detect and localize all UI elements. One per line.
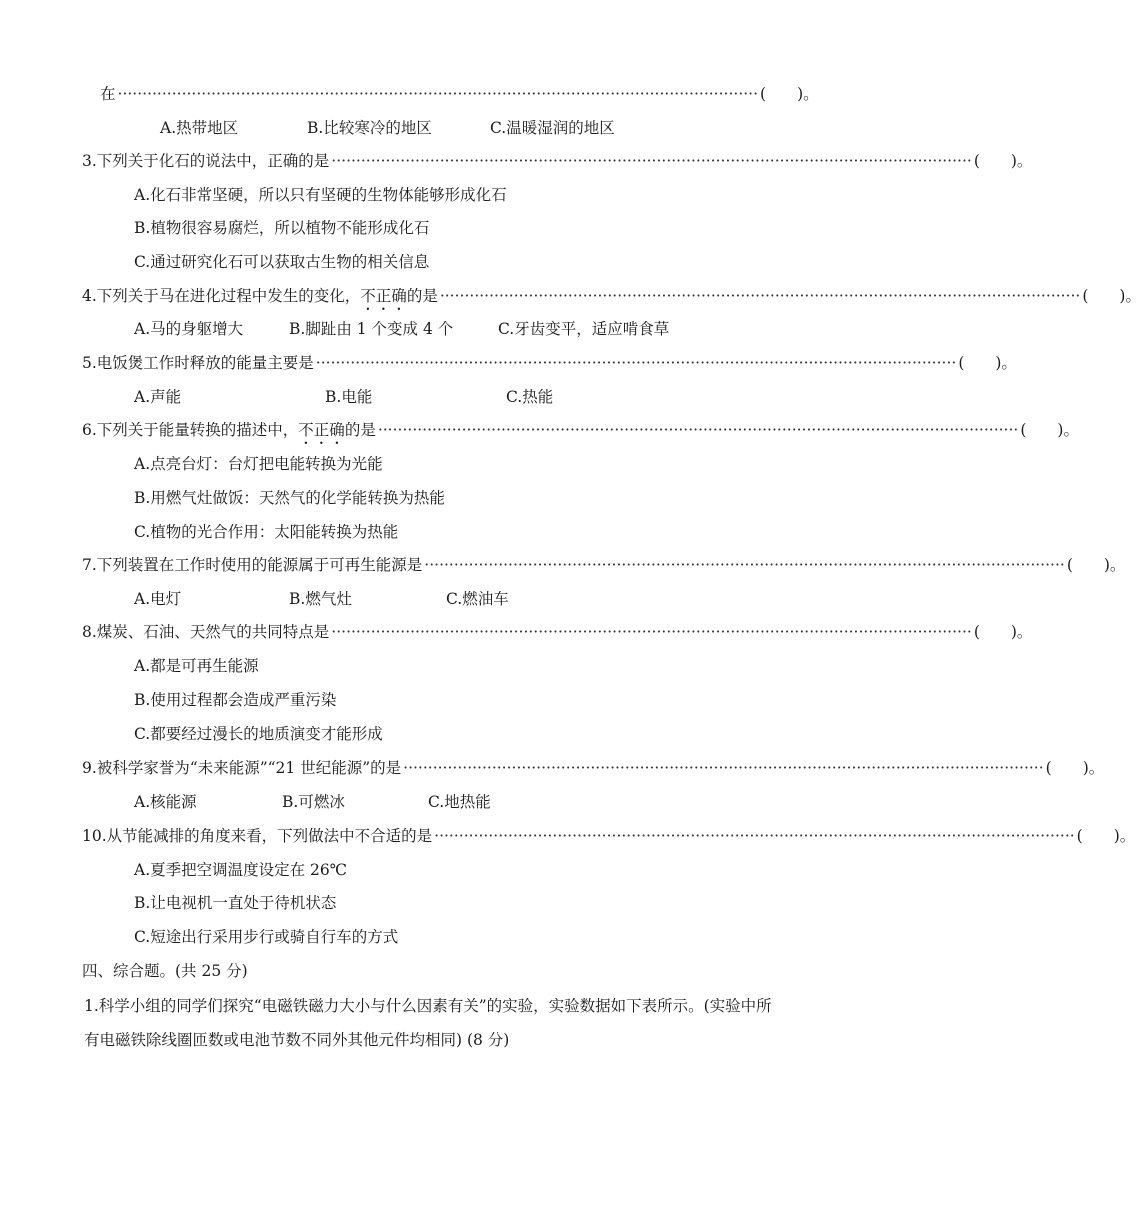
q8-stem-line: [82, 621, 1033, 643]
option-a[interactable]: A.声能: [134, 388, 182, 406]
q4-stem-emphasis: 不正确: [360, 287, 407, 305]
option-a[interactable]: A.夏季把空调温度设定在 26℃: [134, 861, 348, 879]
option-b[interactable]: B.使用过程都会造成严重污染: [134, 691, 337, 709]
leader-dots: ··································································································································: [315, 354, 957, 372]
option-c[interactable]: C.植物的光合作用：太阳能转换为热能: [134, 523, 399, 541]
q7-stem: 7.下列装置在工作时使用的能源属于可再生能源是: [82, 556, 423, 574]
leader-dots: ··································································································································: [403, 759, 1044, 777]
option-a[interactable]: A.化石非常坚硬，所以只有坚硬的生物体能够形成化石: [134, 186, 507, 204]
q6-stem-line: [82, 419, 1079, 448]
q9-stem-line: [82, 757, 1105, 779]
q7-stem-line: [82, 554, 1126, 576]
answer-blank[interactable]: ( )。: [973, 623, 1033, 641]
q4-stem-post: 的是: [406, 287, 438, 305]
option-b[interactable]: B.可燃冰: [282, 793, 345, 811]
option-b[interactable]: B.让电视机一直处于待机状态: [134, 894, 337, 912]
answer-blank[interactable]: ( )。: [760, 85, 819, 103]
answer-blank[interactable]: ( )。: [1020, 421, 1079, 439]
section-heading: 四、综合题。(共 25 分): [82, 962, 248, 980]
leader-dots: ··································································································································: [434, 827, 1075, 845]
q5-stem: 5.电饭煲工作时释放的能量主要是: [82, 354, 314, 372]
option-a[interactable]: A.热带地区: [160, 119, 239, 137]
q4-stem-pre: 4.下列关于马在进化过程中发生的变化，: [82, 287, 361, 305]
q8-stem: 8.煤炭、石油、天然气的共同特点是: [82, 623, 330, 641]
q9-stem: 9.被科学家誉为“未来能源”“21 世纪能源”的是: [82, 759, 402, 777]
q6-stem-pre: 6.下列关于能量转换的描述中，: [82, 421, 299, 439]
q6-stem: [82, 419, 376, 448]
option-c[interactable]: C.燃油车: [446, 590, 509, 608]
q10-stem-line: [82, 825, 1136, 847]
option-c[interactable]: C.通过研究化石可以获取古生物的相关信息: [134, 253, 430, 271]
answer-blank[interactable]: ( )。: [1082, 287, 1141, 305]
option-b[interactable]: B.电能: [325, 388, 373, 406]
option-c[interactable]: C.牙齿变平，适应啃食草: [498, 320, 670, 338]
q2-stem: 在: [100, 85, 116, 103]
option-c[interactable]: C.温暖湿润的地区: [490, 119, 615, 137]
option-b[interactable]: B.脚趾由 1 个变成 4 个: [289, 320, 454, 338]
q6-stem-emphasis: 不正确: [298, 421, 345, 439]
option-b[interactable]: B.植物很容易腐烂，所以植物不能形成化石: [134, 219, 430, 237]
leader-dots: ··································································································································: [331, 152, 972, 170]
q1-paragraph: 1.科学小组的同学们探究“电磁铁磁力大小与什么因素有关”的实验，实验数据如下表所示。(实验中所有电磁铁除线圈匝数或电池节数不同外其他元件均相同) (8 分): [84, 997, 772, 1049]
option-a[interactable]: A.马的身躯增大: [134, 320, 244, 338]
answer-blank[interactable]: ( )。: [973, 152, 1033, 170]
option-b[interactable]: B.用燃气灶做饭：天然气的化学能转换为热能: [134, 489, 445, 507]
q6-stem-post: 的是: [344, 421, 376, 439]
option-a[interactable]: A.核能源: [134, 793, 197, 811]
answer-blank[interactable]: ( )。: [1066, 556, 1126, 574]
q2-stem-line: [100, 83, 819, 105]
leader-dots: ··································································································································: [439, 287, 1081, 305]
option-a[interactable]: A.都是可再生能源: [134, 657, 259, 675]
leader-dots: ··································································································································: [331, 623, 972, 641]
option-a[interactable]: A.电灯: [134, 590, 182, 608]
option-c[interactable]: C.都要经过漫长的地质演变才能形成: [134, 725, 383, 743]
option-b[interactable]: B.燃气灶: [289, 590, 352, 608]
q3-stem-line: [82, 150, 1033, 172]
leader-dots: ··································································································································: [117, 85, 759, 103]
answer-blank[interactable]: ( )。: [1045, 759, 1105, 777]
option-c[interactable]: C.热能: [506, 388, 554, 406]
answer-blank[interactable]: ( )。: [958, 354, 1017, 372]
option-a[interactable]: A.点亮台灯：台灯把电能转换为光能: [134, 455, 383, 473]
q3-stem: 3.下列关于化石的说法中，正确的是: [82, 152, 330, 170]
option-c[interactable]: C.地热能: [428, 793, 491, 811]
leader-dots: ··································································································································: [424, 556, 1065, 574]
leader-dots: ··································································································································: [377, 421, 1019, 439]
answer-blank[interactable]: ( )。: [1076, 827, 1136, 845]
q5-stem-line: [82, 352, 1017, 374]
q4-stem: [82, 285, 438, 314]
q4-stem-line: [82, 285, 1141, 314]
q10-stem: 10.从节能减排的角度来看，下列做法中不合适的是: [82, 827, 433, 845]
option-b[interactable]: B.比较寒冷的地区: [307, 119, 432, 137]
option-c[interactable]: C.短途出行采用步行或骑自行车的方式: [134, 928, 399, 946]
